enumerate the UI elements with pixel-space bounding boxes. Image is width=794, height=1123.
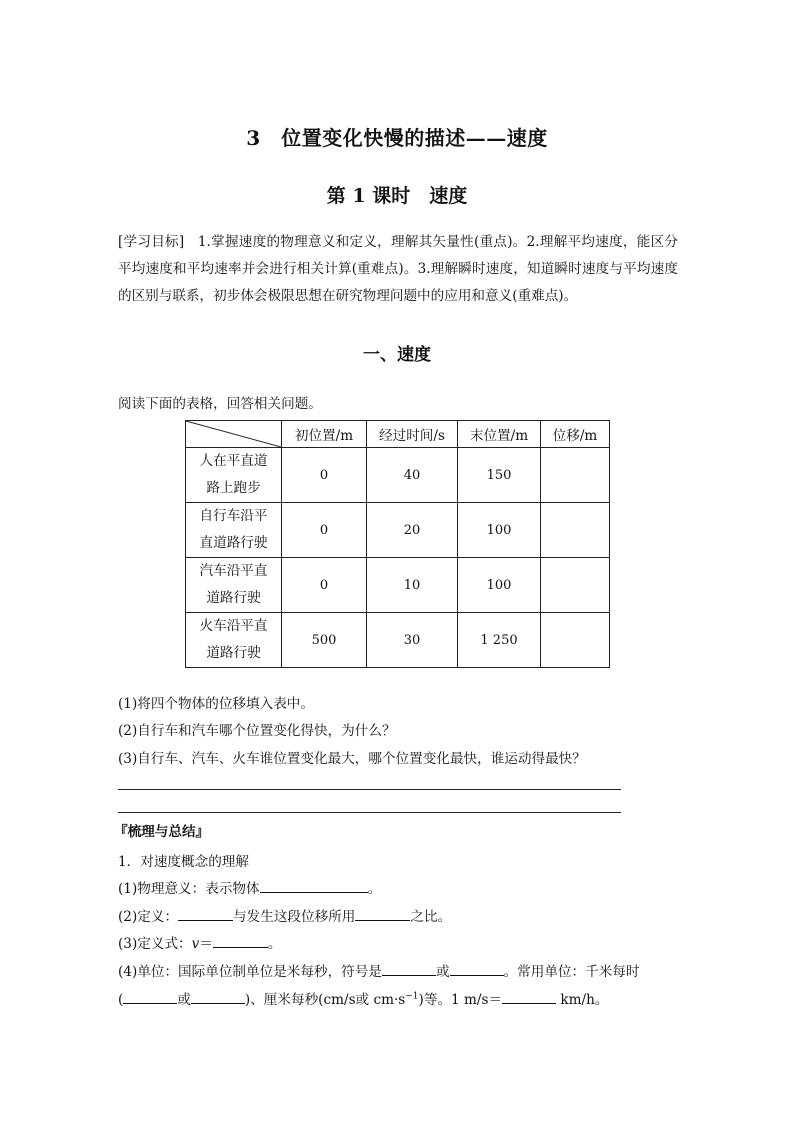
def-middle: 与发生这段位移所用 <box>233 909 356 925</box>
fill-blank[interactable] <box>382 961 436 976</box>
lesson-subtitle: 第 1 课时 速度 <box>326 185 468 207</box>
summary-units-cont <box>118 988 608 1008</box>
def-suffix: 之比。 <box>410 909 452 925</box>
summary-definition <box>118 905 451 925</box>
cell-initial: 0 <box>282 448 367 503</box>
cell-time: 20 <box>367 503 458 558</box>
row-label-line: 火车沿平直 <box>199 618 268 634</box>
header-displacement: 位移/m <box>541 421 610 448</box>
row-label-line: 直道路行驶 <box>199 535 268 551</box>
fill-blank[interactable] <box>123 989 177 1004</box>
table-corner-cell <box>186 421 282 448</box>
learning-goals <box>118 229 678 310</box>
page-title: 3 位置变化快慢的描述——速度 <box>246 126 548 150</box>
row-label-line: 人在平直道 <box>199 453 268 469</box>
table-row <box>186 503 610 558</box>
question-2: (2)自行车和汽车哪个位置变化得快，为什么？ <box>118 723 396 739</box>
answer-line[interactable] <box>118 812 621 813</box>
unit2-open: ( <box>118 992 124 1008</box>
formula-equals: ＝ <box>199 936 213 952</box>
section-intro: 阅读下面的表格，回答相关问题。 <box>118 396 322 412</box>
unit-or: 或 <box>435 964 450 980</box>
cell-displacement-blank[interactable] <box>541 503 610 558</box>
fill-blank[interactable] <box>355 906 410 921</box>
row-label-line: 路上跑步 <box>206 480 261 496</box>
header-initial: 初位置/m <box>282 421 367 448</box>
unit-prefix: (4)单位：国际单位制单位是米每秒，符号是 <box>118 964 382 980</box>
cell-initial: 500 <box>282 613 367 668</box>
unit2-tail: )等。1 m/s＝ <box>418 992 503 1008</box>
fill-blank[interactable] <box>178 906 233 921</box>
row-label <box>186 558 282 613</box>
cell-displacement-blank[interactable] <box>541 613 610 668</box>
table-row <box>186 613 610 668</box>
cell-initial: 0 <box>282 503 367 558</box>
fill-blank[interactable] <box>213 933 268 948</box>
cell-final: 100 <box>458 558 541 613</box>
table-header-row <box>186 421 610 448</box>
cell-time: 40 <box>367 448 458 503</box>
cell-final: 100 <box>458 503 541 558</box>
unit2-or: 或 <box>177 992 191 1008</box>
goals-label: [学习目标] <box>118 234 185 250</box>
cell-time: 10 <box>367 558 458 613</box>
cell-final: 1 250 <box>458 613 541 668</box>
unit2-sup: −1 <box>405 991 419 1002</box>
table-row <box>186 448 610 503</box>
fill-blank[interactable] <box>450 961 504 976</box>
summary-title: 『梳理与总结』 <box>114 824 210 840</box>
row-label-line: 自行车沿平 <box>199 508 268 524</box>
header-final: 末位置/m <box>458 421 541 448</box>
goals-text: 1.掌握速度的物理意义和定义，理解其矢量性(重点)。2.理解平均速度，能区分平均速度和平均速率并会进行相关计算(重难点)。3.理解瞬时速度，知道瞬时速度与平均速度的区别与联系，初步体会极限思想在研究物理问题中的应用和意义(重难点)。 <box>118 234 678 304</box>
motion-table <box>185 420 610 668</box>
summary-item-1: 1．对速度概念的理解 <box>118 854 249 870</box>
meaning-prefix: (1)物理意义：表示物体 <box>118 881 260 897</box>
cell-displacement-blank[interactable] <box>541 448 610 503</box>
unit2-end: km/h。 <box>556 992 609 1008</box>
row-label <box>186 448 282 503</box>
unit2-mid: )、厘米每秒(cm/s或 cm·s <box>244 992 406 1008</box>
summary-units <box>118 960 639 980</box>
question-1: (1)将四个物体的位移填入表中。 <box>118 696 314 712</box>
unit-suffix: 。常用单位：千米每时 <box>503 964 640 980</box>
section-title: 一、速度 <box>363 345 431 365</box>
fill-blank[interactable] <box>502 989 556 1004</box>
formula-suffix: 。 <box>267 936 282 952</box>
fill-blank[interactable] <box>191 989 245 1004</box>
def-prefix: (2)定义： <box>118 909 179 925</box>
formula-variable: v <box>191 936 200 952</box>
diagonal-line-icon <box>186 421 281 447</box>
formula-prefix: (3)定义式： <box>118 936 192 952</box>
fill-blank[interactable] <box>260 878 368 893</box>
row-label-line: 道路行驶 <box>206 645 261 661</box>
table-row <box>186 558 610 613</box>
cell-displacement-blank[interactable] <box>541 558 610 613</box>
meaning-suffix: 。 <box>367 881 382 897</box>
row-label <box>186 503 282 558</box>
cell-initial: 0 <box>282 558 367 613</box>
header-time: 经过时间/s <box>367 421 458 448</box>
answer-line[interactable] <box>118 789 621 790</box>
question-3: (3)自行车、汽车、火车谁位置变化最大，哪个位置变化最快，谁运动得最快？ <box>118 751 586 767</box>
cell-final: 150 <box>458 448 541 503</box>
row-label <box>186 613 282 668</box>
cell-time: 30 <box>367 613 458 668</box>
row-label-line: 道路行驶 <box>206 590 261 606</box>
summary-formula <box>118 932 282 952</box>
summary-meaning <box>118 877 381 897</box>
row-label-line: 汽车沿平直 <box>199 563 268 579</box>
